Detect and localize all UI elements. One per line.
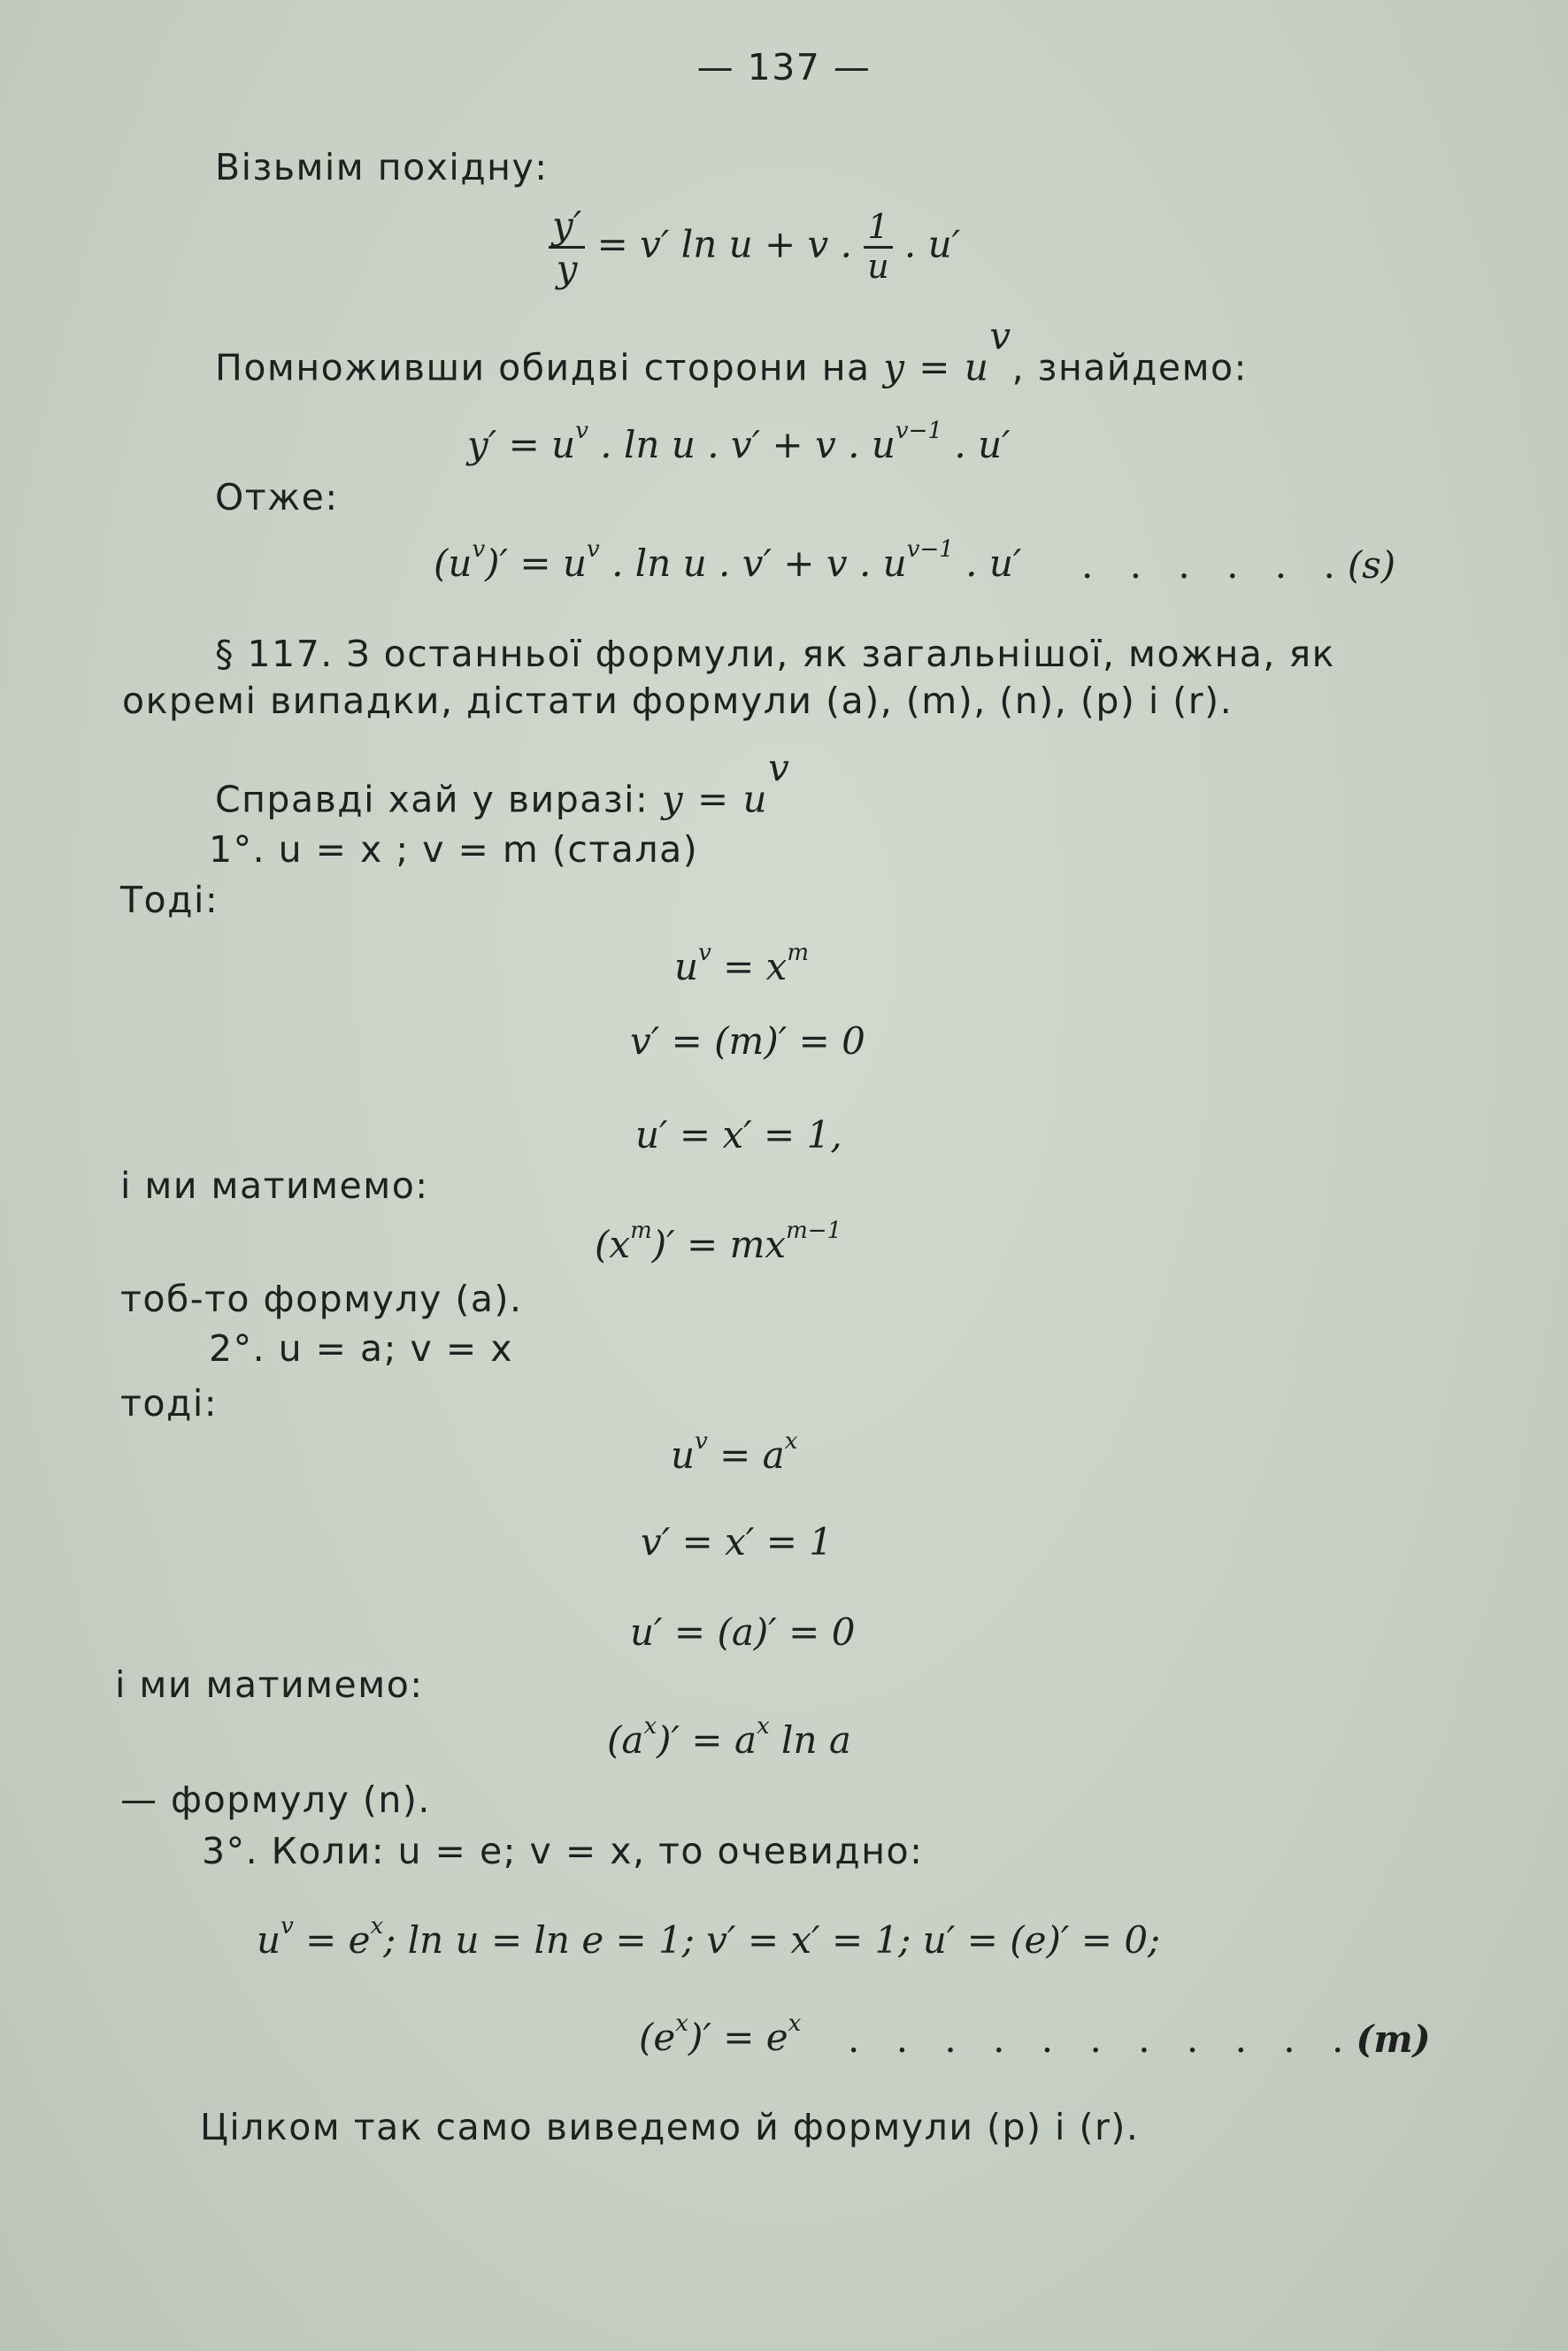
equation-c1-3: u′ = x′ = 1, (635, 1113, 842, 1156)
equation-c1-2: v′ = (m)′ = 0 (630, 1019, 865, 1063)
equation-c1-1: $u^v = x^m$ (674, 939, 810, 988)
fraction-one-over-u: $\frac{1}{u}$ (864, 209, 892, 286)
equation-c2-2: v′ = x′ = 1 (641, 1520, 833, 1563)
equation-s: $(u^v)' = u^v$ . ln u . v′ + v . $u^{v-1}$ . u′ (434, 535, 1022, 585)
fraction-y-prime-over-y: $\frac{y'}{y}$ (549, 205, 585, 289)
indeed-line: Справді хай у виразі: $y = u^v$ (215, 746, 791, 821)
section-117-line2: окремі випадки, дістати формули (а), (m), (n), (p) і (r). (122, 680, 1234, 722)
then-label-1: Тоді: (120, 879, 219, 921)
that-is-formula-a: тоб-то формулу (a). (120, 1278, 523, 1320)
multiply-line: Помноживши обидві сторони на $y = u^v$, знайдемо: (215, 314, 1248, 389)
case-1: 1°. u = x ; v = m (стала) (209, 828, 699, 871)
equation-derivative-log: $\frac{y'}{y}$ = v′ ln u + v . $\frac{1}{u}$ . u′ (549, 205, 960, 289)
equation-s-leader: . . . . . .(s) (1081, 543, 1396, 587)
equation-c2-3: u′ = (a)′ = 0 (630, 1610, 856, 1654)
intro-line: Візьмім похідну: (215, 146, 549, 188)
formula-n-line: — формулу (n). (120, 1779, 431, 1821)
equation-label-m: (m) (1356, 2017, 1431, 2061)
equation-m-leader: . . . . . . . . . . .(m) (848, 2017, 1431, 2061)
equation-label-s: (s) (1347, 543, 1396, 587)
case-3: 3°. Коли: u = e; v = x, то очевидно: (202, 1830, 924, 1872)
equation-power-rule: $(x^m)' = mx^{m-1}$ (595, 1217, 842, 1266)
equation-c3-1: $u^v = e^x$; ln u = ln e = 1; v′ = x′ = 1; u′ = (e)′ = 0; (257, 1912, 1161, 1962)
equation-y-prime: $y' = u^v$ . ln u . v′ + v . $u^{v-1}$ . u′ (467, 417, 1011, 466)
then-label-2: тоді: (120, 1382, 219, 1425)
equation-c2-1: $u^v = a^x$ (671, 1427, 798, 1477)
final-line: Цілком так само виведемо й формули (p) і (r). (200, 2106, 1140, 2148)
page-number: — 137 — (696, 46, 872, 88)
we-get-1: і ми матимемо: (120, 1164, 429, 1207)
section-117-line1: § 117. З останньої формули, як загальнішої, можна, як (215, 633, 1335, 675)
equation-exponential-rule: $(a^x)' = a^x$ ln a (607, 1712, 851, 1762)
equation-m: $(e^x)' = e^x$ (639, 2009, 802, 2059)
we-get-2: і ми матимемо: (115, 1663, 424, 1706)
therefore-label: Отже: (215, 476, 339, 519)
case-2: 2°. u = a; v = x (209, 1327, 513, 1370)
